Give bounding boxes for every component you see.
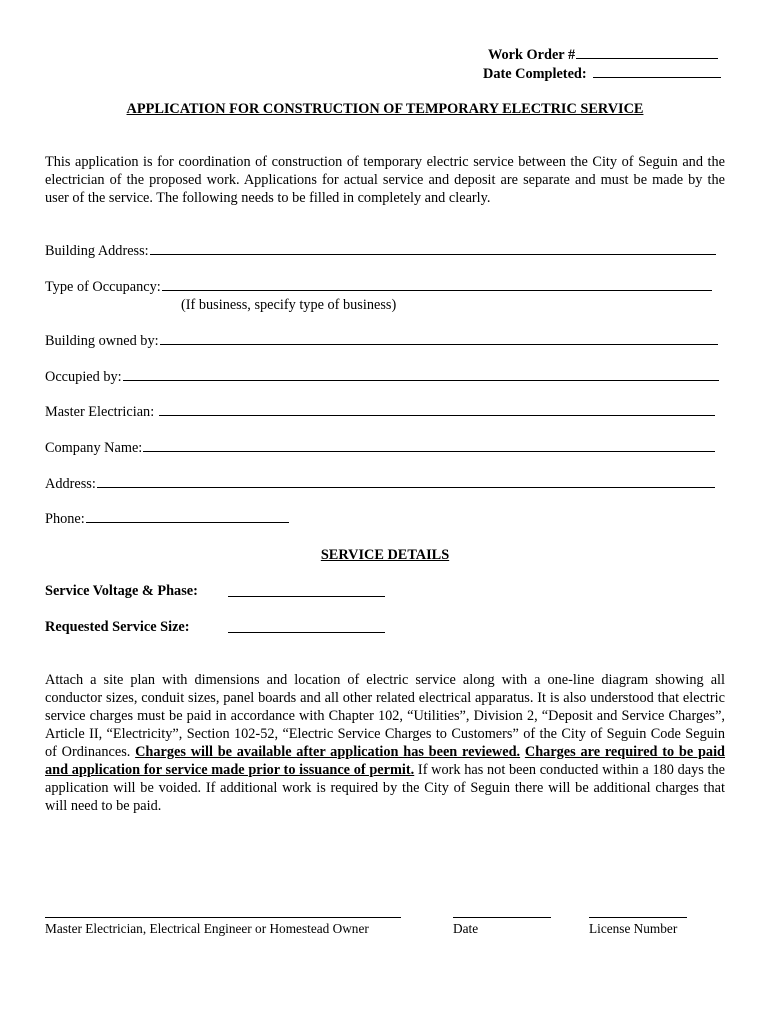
service-size-label: Requested Service Size: <box>45 619 190 635</box>
type-of-occupancy-label: Type of Occupancy: <box>45 279 161 295</box>
work-order-row <box>488 45 718 64</box>
attach-text-1: Attach a site plan with dimensions and location of electric service along with a one-line diagram showing all conductor sizes, conduit sizes, panel boards and all other related electrical apparatus. It is also understood that electric service charges must be paid in accordance with Chapter 102, “Utilities”, Division 2, “Deposit and Service Charges”, Article II, “Electricity”, Section 102-52, “Electric Service Charges to Customers” of the City of Seguin Code Seguin of Ordinances. <box>45 672 725 760</box>
building-address-field[interactable] <box>150 242 716 255</box>
owner-signature-label: Master Electrician, Electrical Engineer or Homestead Owner <box>45 921 369 936</box>
occupied-by-row <box>45 368 719 386</box>
address-row <box>45 475 715 493</box>
page-title: APPLICATION FOR CONSTRUCTION OF TEMPORARY ELECTRIC SERVICE <box>126 101 644 117</box>
occupied-by-label: Occupied by: <box>45 369 122 385</box>
owner-signature-line[interactable] <box>45 917 401 918</box>
date-completed-field[interactable] <box>593 64 721 78</box>
address-label: Address: <box>45 476 96 492</box>
master-electrician-label: Master Electrician: <box>45 404 158 420</box>
building-owned-by-field[interactable] <box>160 332 718 345</box>
address-field[interactable] <box>97 475 715 488</box>
charges-required-notice: Charges are required to be paid and application for service made prior to issuance of permit. <box>45 744 726 778</box>
work-order-field[interactable] <box>576 45 718 59</box>
company-name-field[interactable] <box>143 439 715 452</box>
service-details-heading: SERVICE DETAILS <box>320 547 450 563</box>
charges-available-notice: Charges will be available after application has been reviewed. <box>135 744 521 760</box>
attach-text-2: If work has not been conducted within a 180 days the application will be voided. If additional work is required by the City of Seguin there will be additional charges that will need to be paid. <box>45 762 726 814</box>
building-address-row <box>45 242 716 260</box>
master-electrician-field[interactable] <box>159 403 715 416</box>
date-signature-line[interactable] <box>453 917 551 918</box>
service-size-field[interactable] <box>228 632 385 633</box>
license-signature-line[interactable] <box>589 917 687 918</box>
phone-label: Phone: <box>45 511 85 527</box>
date-completed-row <box>483 64 721 83</box>
service-voltage-label: Service Voltage & Phase: <box>45 583 198 599</box>
building-address-label: Building Address: <box>45 243 149 259</box>
intro-paragraph: This application is for coordination of construction of temporary electric service between the City of Seguin and the electrician of the proposed work. Applications for actual service and deposit are separate and must be made by the user of the service. The following needs to be filled in completely and clearly. <box>45 154 725 206</box>
phone-field[interactable] <box>86 510 289 523</box>
license-signature-label: License Number <box>589 921 678 936</box>
type-of-occupancy-field[interactable] <box>162 278 712 291</box>
phone-row <box>45 510 289 528</box>
attach-paragraph <box>45 671 725 815</box>
company-name-row <box>45 439 715 457</box>
occupancy-note: (If business, specify type of business) <box>181 297 397 313</box>
company-name-label: Company Name: <box>45 440 143 456</box>
date-completed-label: Date Completed: <box>483 66 587 82</box>
type-of-occupancy-row <box>45 278 712 296</box>
date-signature-label: Date <box>453 921 479 936</box>
service-voltage-field[interactable] <box>228 596 385 597</box>
building-owned-by-label: Building owned by: <box>45 333 159 349</box>
work-order-label: Work Order # <box>488 47 576 63</box>
master-electrician-row <box>45 403 715 421</box>
building-owned-by-row <box>45 332 718 350</box>
occupied-by-field[interactable] <box>123 368 719 381</box>
